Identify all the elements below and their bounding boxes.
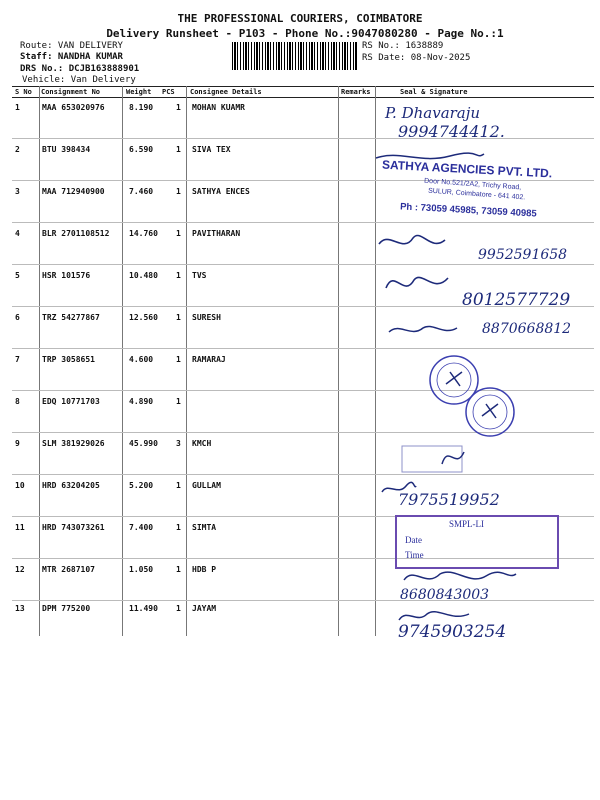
cell-sno: 9 bbox=[15, 439, 20, 448]
handwritten-phone: 8012577729 bbox=[462, 290, 571, 310]
cell-sno: 5 bbox=[15, 271, 20, 280]
handwritten-phone: 7975519952 bbox=[398, 490, 500, 509]
handwritten-phone: 9745903254 bbox=[398, 622, 507, 642]
cell-sno: 4 bbox=[15, 229, 20, 238]
cell-weight: 7.460 bbox=[129, 187, 154, 196]
rs-number: RS No.: 1638889 bbox=[362, 41, 444, 51]
cell-pcs: 1 bbox=[176, 271, 181, 280]
cell-sno: 7 bbox=[15, 355, 20, 364]
circular-seal bbox=[422, 350, 522, 442]
cell-weight: 6.590 bbox=[129, 145, 154, 154]
cell-weight: 4.890 bbox=[129, 397, 154, 406]
cell-weight: 10.480 bbox=[129, 271, 158, 280]
document-subtitle: Delivery Runsheet - P103 - Phone No.:9047080280 - Page No.:1 bbox=[106, 27, 504, 40]
cell-sno: 13 bbox=[15, 604, 25, 613]
col-header-consignee: Consignee Details bbox=[190, 88, 262, 96]
cell-sno: 8 bbox=[15, 397, 20, 406]
cell-weight: 11.490 bbox=[129, 604, 158, 613]
cell-sno: 11 bbox=[15, 523, 25, 532]
handwritten-phone: 9994744412. bbox=[398, 122, 505, 141]
row-divider bbox=[12, 474, 594, 475]
cell-sno: 1 bbox=[15, 103, 20, 112]
cell-pcs: 1 bbox=[176, 604, 181, 613]
signature-scribble bbox=[375, 228, 455, 256]
cell-sno: 12 bbox=[15, 565, 25, 574]
document-title: THE PROFESSIONAL COURIERS, COIMBATORE bbox=[177, 12, 423, 25]
cell-consignee: RAMARAJ bbox=[192, 355, 226, 364]
cell-consignee: SIVA TEX bbox=[192, 145, 231, 154]
drs-label: DRS No.: DCJB163888901 bbox=[20, 64, 140, 74]
cell-consignee: SIMTA bbox=[192, 523, 217, 532]
cell-consignee: KMCH bbox=[192, 439, 212, 448]
cell-consignment: BTU 398434 bbox=[42, 145, 91, 154]
col-header-weight: Weight bbox=[126, 88, 152, 96]
staff-label: Staff: NANDHA KUMAR bbox=[20, 52, 123, 62]
cell-pcs: 1 bbox=[176, 187, 181, 196]
cell-consignee: TVS bbox=[192, 271, 207, 280]
row-divider bbox=[12, 348, 594, 349]
stamp-time-label: Time bbox=[405, 550, 424, 560]
cell-pcs: 1 bbox=[176, 229, 181, 238]
cell-consignment: TRZ 54277867 bbox=[42, 313, 100, 322]
handwritten-phone: 8870668812 bbox=[482, 321, 572, 337]
table-row bbox=[12, 599, 594, 640]
cell-consignment: HRD 743073261 bbox=[42, 523, 105, 532]
cell-pcs: 1 bbox=[176, 481, 181, 490]
cell-consignment: TRP 3058651 bbox=[42, 355, 95, 364]
cell-weight: 4.600 bbox=[129, 355, 154, 364]
rs-date: RS Date: 08-Nov-2025 bbox=[362, 53, 471, 63]
cell-weight: 5.200 bbox=[129, 481, 154, 490]
cell-sno: 2 bbox=[15, 145, 20, 154]
route-label: Route: VAN DELIVERY bbox=[20, 41, 123, 51]
handwritten-phone: 8680843003 bbox=[400, 587, 490, 603]
cell-pcs: 1 bbox=[176, 145, 181, 154]
handwritten-phone: 9952591658 bbox=[478, 247, 568, 263]
cell-weight: 1.050 bbox=[129, 565, 154, 574]
table-row bbox=[12, 98, 594, 139]
table-top-rule bbox=[12, 86, 594, 87]
signature-scribble bbox=[398, 440, 478, 476]
signature-scribble bbox=[400, 566, 520, 588]
row-divider bbox=[12, 222, 594, 223]
cell-consignment: EDQ 10771703 bbox=[42, 397, 100, 406]
signature-scribble bbox=[382, 268, 462, 298]
cell-consignment: MAA 712940900 bbox=[42, 187, 105, 196]
table-row bbox=[12, 476, 594, 517]
cell-pcs: 1 bbox=[176, 397, 181, 406]
cell-consignment: DPM 775200 bbox=[42, 604, 91, 613]
cell-consignment: SLM 381929026 bbox=[42, 439, 105, 448]
row-divider bbox=[12, 264, 594, 265]
cell-pcs: 3 bbox=[176, 439, 181, 448]
cell-pcs: 1 bbox=[176, 523, 181, 532]
stamp-title: SMPL-LI bbox=[449, 519, 485, 529]
cell-pcs: 1 bbox=[176, 355, 181, 364]
cell-consignee: HDB P bbox=[192, 565, 217, 574]
signature-scribble bbox=[385, 320, 465, 340]
col-header-seal-signature: Seal & Signature bbox=[400, 88, 468, 96]
vehicle-label: Vehicle: Van Delivery bbox=[22, 75, 136, 85]
cell-weight: 45.990 bbox=[129, 439, 158, 448]
cell-weight: 7.400 bbox=[129, 523, 154, 532]
cell-pcs: 1 bbox=[176, 565, 181, 574]
handwritten-name: P. Dhavaraju bbox=[385, 104, 481, 122]
cell-weight: 8.190 bbox=[129, 103, 154, 112]
date-time-stamp bbox=[395, 515, 559, 569]
cell-consignee: GULLAM bbox=[192, 481, 221, 490]
cell-consignment: HRD 63204205 bbox=[42, 481, 100, 490]
col-header-remarks: Remarks bbox=[341, 88, 371, 96]
cell-sno: 3 bbox=[15, 187, 20, 196]
cell-consignee: JAYAM bbox=[192, 604, 217, 613]
company-stamp-phone: Ph : 73059 45985, 73059 40985 bbox=[399, 201, 538, 220]
cell-consignment: BLR 2701108512 bbox=[42, 229, 110, 238]
row-divider bbox=[12, 180, 594, 181]
cell-pcs: 1 bbox=[176, 103, 181, 112]
col-header-consignment: Consignment No bbox=[41, 88, 101, 96]
col-header-pcs: PCS bbox=[162, 88, 175, 96]
cell-consignee: PAVITHARAN bbox=[192, 229, 241, 238]
col-header-sno: S No bbox=[15, 88, 32, 96]
cell-consignment: MTR 2687107 bbox=[42, 565, 95, 574]
row-divider bbox=[12, 138, 594, 139]
cell-consignment: MAA 653020976 bbox=[42, 103, 105, 112]
company-stamp-address: SULUR, Coimbatore - 641 402. bbox=[427, 187, 526, 202]
cell-consignee: SURESH bbox=[192, 313, 221, 322]
cell-weight: 12.560 bbox=[129, 313, 158, 322]
barcode bbox=[232, 42, 357, 70]
cell-weight: 14.760 bbox=[129, 229, 158, 238]
company-stamp-address: Door No.521/2A2, Trichy Road, bbox=[423, 177, 522, 192]
cell-sno: 10 bbox=[15, 481, 25, 490]
company-stamp-name: SATHYA AGENCIES PVT. LTD. bbox=[381, 157, 553, 181]
stamp-date-label: Date bbox=[405, 535, 422, 545]
cell-pcs: 1 bbox=[176, 313, 181, 322]
cell-consignment: HSR 101576 bbox=[42, 271, 91, 280]
cell-sno: 6 bbox=[15, 313, 20, 322]
cell-consignee: MOHAN KUAMR bbox=[192, 103, 245, 112]
cell-consignee: SATHYA ENCES bbox=[192, 187, 250, 196]
